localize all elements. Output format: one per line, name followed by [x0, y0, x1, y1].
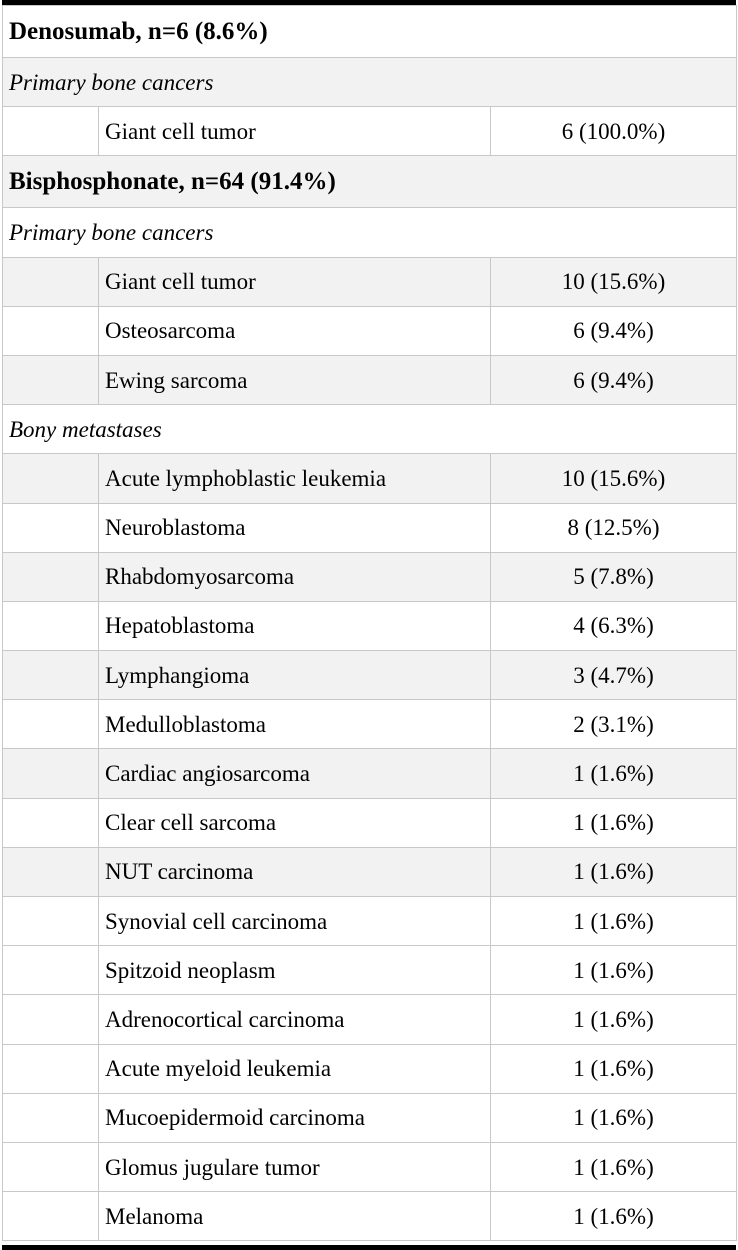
indent-cell — [3, 107, 99, 156]
category-row — [3, 58, 737, 107]
table-row — [3, 503, 737, 552]
treatment-table — [2, 5, 737, 1241]
data-table — [2, 0, 736, 1250]
row-label: Glomus jugulare tumor — [99, 1142, 491, 1191]
row-value: 10 (15.6%) — [491, 454, 737, 503]
table-row — [3, 107, 737, 156]
row-label: Medulloblastoma — [99, 700, 491, 749]
indent-cell — [3, 503, 99, 552]
row-label: Cardiac angiosarcoma — [99, 749, 491, 798]
table-row — [3, 1044, 737, 1093]
indent-cell — [3, 897, 99, 946]
table-row — [3, 257, 737, 306]
row-value: 1 (1.6%) — [491, 749, 737, 798]
table-row — [3, 552, 737, 601]
indent-cell — [3, 651, 99, 700]
row-label: Osteosarcoma — [99, 306, 491, 355]
group-header-row — [3, 156, 737, 208]
row-label: Lymphangioma — [99, 651, 491, 700]
row-label: Neuroblastoma — [99, 503, 491, 552]
indent-cell — [3, 1044, 99, 1093]
row-value: 1 (1.6%) — [491, 1093, 737, 1142]
table-row — [3, 798, 737, 847]
row-label: Synovial cell carcinoma — [99, 897, 491, 946]
row-label: Rhabdomyosarcoma — [99, 552, 491, 601]
table-row — [3, 601, 737, 650]
group-header-row — [3, 6, 737, 58]
row-value: 6 (9.4%) — [491, 355, 737, 404]
row-label: Melanoma — [99, 1192, 491, 1241]
table-row — [3, 651, 737, 700]
indent-cell — [3, 946, 99, 995]
row-value: 5 (7.8%) — [491, 552, 737, 601]
row-value: 1 (1.6%) — [491, 1192, 737, 1241]
indent-cell — [3, 552, 99, 601]
row-value: 1 (1.6%) — [491, 1142, 737, 1191]
table-row — [3, 1093, 737, 1142]
category-primary-bone-cancers: Primary bone cancers — [3, 208, 737, 257]
row-value: 2 (3.1%) — [491, 700, 737, 749]
indent-cell — [3, 749, 99, 798]
row-label: Giant cell tumor — [99, 107, 491, 156]
row-label: NUT carcinoma — [99, 847, 491, 896]
row-label: Mucoepidermoid carcinoma — [99, 1093, 491, 1142]
table-row — [3, 897, 737, 946]
table-row — [3, 847, 737, 896]
row-value: 6 (9.4%) — [491, 306, 737, 355]
row-label: Clear cell sarcoma — [99, 798, 491, 847]
table-row — [3, 1142, 737, 1191]
indent-cell — [3, 257, 99, 306]
table-row — [3, 306, 737, 355]
indent-cell — [3, 700, 99, 749]
indent-cell — [3, 847, 99, 896]
row-value: 10 (15.6%) — [491, 257, 737, 306]
row-label: Hepatoblastoma — [99, 601, 491, 650]
row-value: 8 (12.5%) — [491, 503, 737, 552]
category-primary-bone-cancers: Primary bone cancers — [3, 58, 737, 107]
indent-cell — [3, 601, 99, 650]
category-row — [3, 405, 737, 454]
indent-cell — [3, 995, 99, 1044]
group-header-denosumab: Denosumab, n=6 (8.6%) — [3, 6, 737, 58]
row-label: Giant cell tumor — [99, 257, 491, 306]
table-row — [3, 1192, 737, 1241]
row-label: Adrenocortical carcinoma — [99, 995, 491, 1044]
row-value: 1 (1.6%) — [491, 897, 737, 946]
row-label: Acute lymphoblastic leukemia — [99, 454, 491, 503]
indent-cell — [3, 1093, 99, 1142]
table-row — [3, 946, 737, 995]
category-row — [3, 208, 737, 257]
group-header-bisphosphonate: Bisphosphonate, n=64 (91.4%) — [3, 156, 737, 208]
row-value: 1 (1.6%) — [491, 847, 737, 896]
row-value: 1 (1.6%) — [491, 1044, 737, 1093]
table-row — [3, 454, 737, 503]
indent-cell — [3, 798, 99, 847]
category-bony-metastases: Bony metastases — [3, 405, 737, 454]
indent-cell — [3, 355, 99, 404]
table-row — [3, 700, 737, 749]
row-value: 1 (1.6%) — [491, 995, 737, 1044]
row-label: Acute myeloid leukemia — [99, 1044, 491, 1093]
row-value: 4 (6.3%) — [491, 601, 737, 650]
row-value: 1 (1.6%) — [491, 946, 737, 995]
indent-cell — [3, 306, 99, 355]
row-value: 3 (4.7%) — [491, 651, 737, 700]
table-row — [3, 355, 737, 404]
indent-cell — [3, 1192, 99, 1241]
indent-cell — [3, 454, 99, 503]
table-row — [3, 995, 737, 1044]
row-value: 1 (1.6%) — [491, 798, 737, 847]
indent-cell — [3, 1142, 99, 1191]
row-value: 6 (100.0%) — [491, 107, 737, 156]
row-label: Ewing sarcoma — [99, 355, 491, 404]
table-row — [3, 749, 737, 798]
row-label: Spitzoid neoplasm — [99, 946, 491, 995]
